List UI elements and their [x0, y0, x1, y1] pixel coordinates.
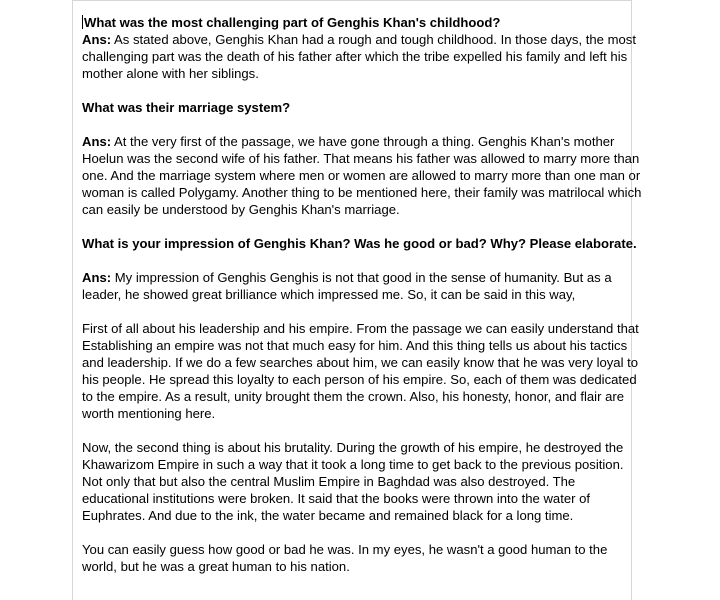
answer-1-text: As stated above, Genghis Khan had a rough and tough childhood. In those days, the most challenging part was the death of his father after which the tribe expelled his family and left his mother alone with her siblings. — [82, 32, 636, 81]
page-border-top — [72, 0, 632, 1]
paragraph-brutality: Now, the second thing is about his brutality. During the growth of his empire, he destroyed the Khawarizom Empire in such a way that it took a long time to get back to the previous position. Not only that but also the central Muslim Empire in Baghdad was also destroyed. The educational institutions were broken. It said that the books were thrown into the water of Euphrates. And due to the ink, the water became and remained black for a long time. — [82, 440, 624, 523]
paragraph-leadership: First of all about his leadership and his empire. From the passage we can easily understand that Establishing an empire was not that much easy for him. And this thing tells us about his tactics and leadership. If we do a few searches about him, we can easily know that he was very loyal to his people. He spread this loyalty to each person of his empire. So, each of them was dedicated to the empire. As a result, unity brought them the crown. Also, his honesty, honor, and flair are worth mentioning here. — [82, 321, 639, 421]
page-border-left — [72, 0, 73, 600]
answer-3-text: My impression of Genghis Genghis is not that good in the sense of humanity. But as a leader, he showed great brilliance which impressed me. So, it can be said in this way, — [82, 270, 612, 302]
document-body[interactable] — [82, 14, 642, 575]
question-1-text: What was the most challenging part of Genghis Khan's childhood? — [84, 15, 501, 30]
answer-3 — [82, 269, 642, 303]
question-2: What was their marriage system? — [82, 100, 291, 115]
answer-2 — [82, 133, 642, 218]
paragraph-conclusion: You can easily guess how good or bad he was. In my eyes, he wasn't a good human to the world, but he was a great human to his nation. — [82, 542, 608, 574]
answer-2-text: At the very first of the passage, we have gone through a thing. Genghis Khan's mother Hoelun was the second wife of his father. That means his father was allowed to marry more than one. And the marriage system where men or women are allowed to marry more than one man or woman is called Polygamy. Another thing to be mentioned here, their family was matrilocal which can easily be understood by Genghis Khan's marriage. — [82, 134, 642, 217]
answer-1 — [82, 31, 642, 82]
text-cursor — [82, 15, 83, 29]
question-1 — [82, 14, 642, 31]
answer-1-label: Ans: — [82, 32, 112, 47]
answer-3-label: Ans: — [82, 270, 112, 285]
question-3: What is your impression of Genghis Khan? Was he good or bad? Why? Please elaborate. — [82, 236, 637, 251]
answer-2-label: Ans: — [82, 134, 112, 149]
